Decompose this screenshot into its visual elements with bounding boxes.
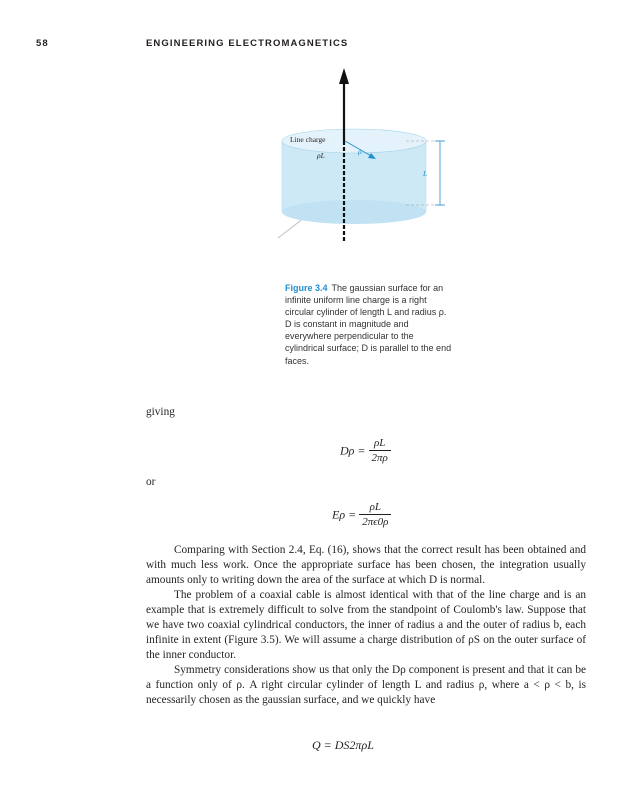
equation-q: Q = DS2πρL — [312, 738, 374, 752]
giving-text: giving — [146, 406, 175, 418]
eq2-lhs: Eρ = — [332, 507, 357, 522]
figure-caption — [285, 282, 455, 367]
body-paragraphs — [146, 543, 586, 708]
arrow-up-icon — [339, 68, 349, 84]
eq1-lhs: Dρ = — [340, 443, 366, 458]
eq2-denominator: 2πϵ0ρ — [362, 516, 389, 528]
eq1-numerator: ρL — [369, 436, 391, 451]
paragraph-2: The problem of a coaxial cable is almost identical with that of the line charge and is an example that is extremely difficult to solve from the standpoint of Coulomb's law. Suppose that we have two coaxial cylindrical conductors, the inner of radius a and the outer of radius b, each infinite in extent (Figure 3.5). We will assume a charge distribution of ρS on the outer surface of the inner conductor. — [146, 589, 586, 661]
gaussian-cylinder-diagram — [268, 68, 468, 243]
eq1-fraction — [369, 436, 391, 466]
page-number: 58 — [36, 38, 49, 49]
figure-3-4 — [268, 68, 468, 243]
line-charge-label: Line charge — [290, 135, 326, 144]
equation-d-rho — [340, 436, 391, 466]
equation-e-rho — [332, 500, 391, 530]
running-header — [36, 38, 596, 52]
caption-text: The gaussian surface for an infinite uniform line charge is a right circular cylinder of length L and radius ρ. D is constant in magnitude and everywhere perpendicular to the cylindrical surface; D is parallel to the end faces. — [285, 283, 452, 366]
eq2-fraction — [359, 500, 391, 530]
paragraph-1: Comparing with Section 2.4, Eq. (16), shows that the correct result has been obtained and with much less work. Once the appropriate surface has been chosen, the integration usually amounts only to writing down the area of the surface at which D is normal. — [146, 544, 586, 586]
eq2-numerator: ρL — [359, 500, 391, 515]
length-label: L — [423, 169, 428, 178]
running-title: ENGINEERING ELECTROMAGNETICS — [146, 38, 349, 49]
or-text: or — [146, 476, 156, 488]
paragraph-3: Symmetry considerations show us that only the Dρ component is present and that it can be a function only of ρ. A right circular cylinder of length L and radius ρ, where a < ρ < b, is necessarily chosen as the gaussian surface, and we quickly have — [146, 664, 586, 706]
cylinder-bottom — [282, 200, 426, 224]
eq1-denominator: 2πρ — [371, 452, 388, 464]
caption-label: Figure 3.4 — [285, 283, 328, 293]
rho-l-label: ρL — [317, 151, 325, 160]
rho-label: ρ — [358, 147, 362, 156]
